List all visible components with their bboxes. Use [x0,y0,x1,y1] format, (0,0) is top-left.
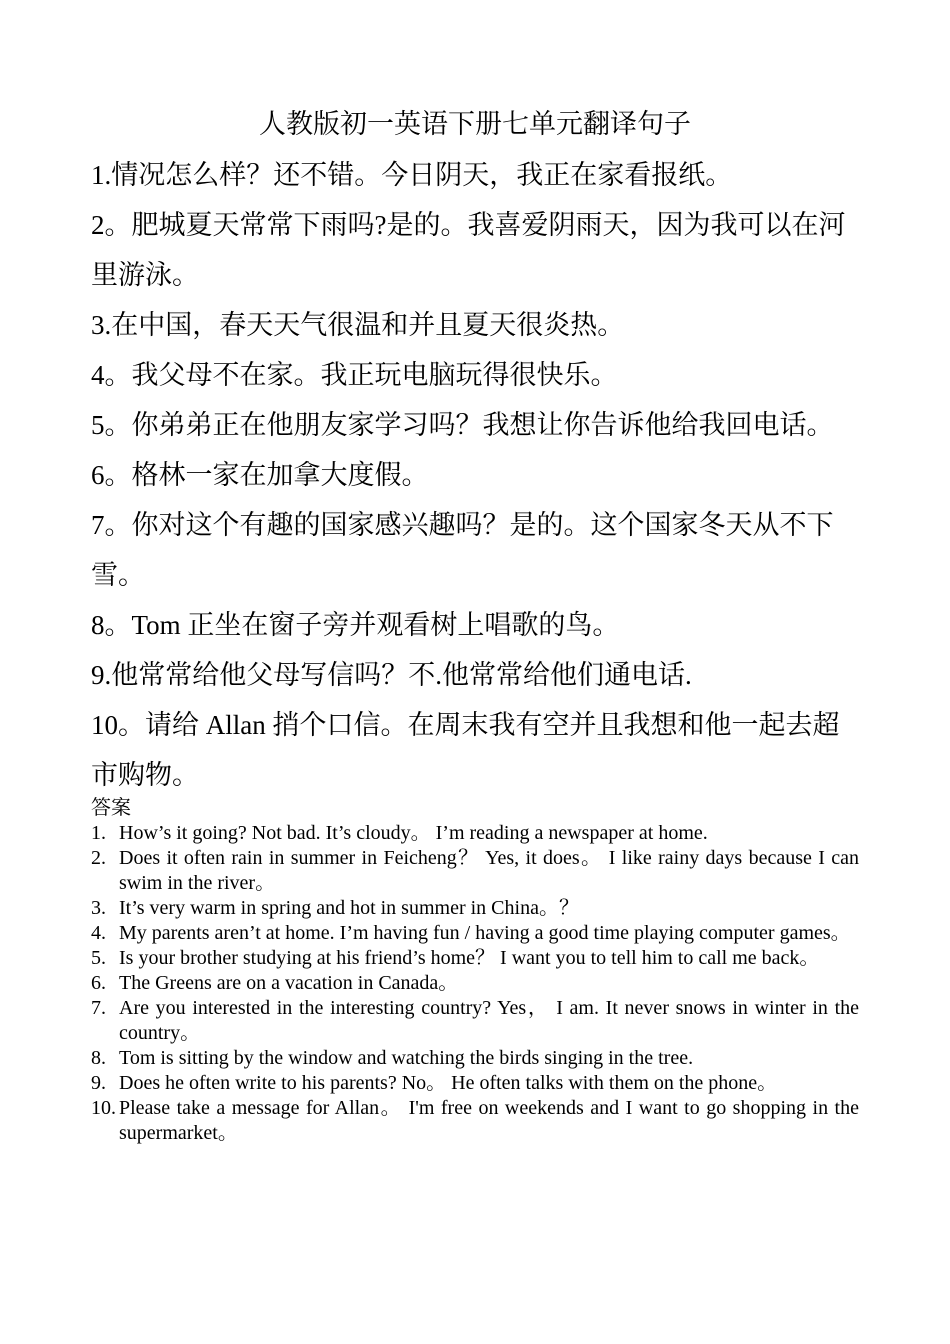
answer-text: Does it often rain in summer in Feicheng？ Yes, it does。 I like rainy days because I can swim in the river。 [119,847,859,894]
answer-text: My parents aren’t at home. I’m having fun / having a good time playing computer games。 [119,922,851,944]
answer-number: 4. [91,922,106,944]
answer-item [91,971,859,996]
question-item: 7。你对这个有趣的国家感兴趣吗？是的。这个国家冬天从不下雪。 [91,510,834,590]
answer-item [91,996,859,1046]
answer-text: It’s very warm in spring and hot in summer in China。？ [119,897,579,919]
question-item: 2。肥城夏天常常下雨吗?是的。我喜爱阴雨天，因为我可以在河里游泳。 [91,210,846,290]
answer-text: Does he often write to his parents? No。 He often talks with them on the phone。 [119,1072,778,1094]
answer-number: 10. [91,1097,116,1119]
answer-number: 2. [91,847,106,869]
answer-item [91,946,859,971]
answer-item [91,846,859,896]
answers-heading: 答案 [91,797,131,819]
answer-text: Are you interested in the interesting country? Yes， I am. It never snows in winter in the country。 [119,997,859,1044]
answer-text: The Greens are on a vacation in Canada。 [119,972,459,994]
question-item: 5。你弟弟正在他朋友家学习吗？我想让你告诉他给我回电话。 [91,410,834,440]
answer-text: Is your brother studying at his friend’s home？ I want you to tell him to call me back。 [119,947,820,969]
answer-number: 1. [91,822,106,844]
answer-text: How’s it going? Not bad. It’s cloudy。 I’m reading a newspaper at home. [119,822,708,844]
answer-list [91,821,859,1146]
question-item: 8。Tom 正坐在窗子旁并观看树上唱歌的鸟。 [91,610,620,640]
answer-number: 7. [91,997,106,1019]
answer-number: 5. [91,947,106,969]
question-item: 3.在中国，春天天气很温和并且夏天很炎热。 [91,310,625,340]
question-item: 10。请给 Allan 捎个口信。在周末我有空并且我想和他一起去超市购物。 [91,710,840,790]
answer-item [91,1096,859,1146]
answer-text: Tom is sitting by the window and watching the birds singing in the tree. [119,1047,694,1069]
answer-item [91,896,859,921]
answer-number: 3. [91,897,106,919]
question-item: 1.情况怎么样？还不错。今日阴天，我正在家看报纸。 [91,160,733,190]
question-item: 4。我父母不在家。我正玩电脑玩得很快乐。 [91,360,618,390]
answer-text: Please take a message for Allan。 I'm free on weekends and I want to go shopping in the supermarket。 [119,1097,859,1144]
answer-item [91,921,859,946]
answer-item [91,1046,859,1071]
answer-number: 8. [91,1047,106,1069]
answer-number: 6. [91,972,106,994]
answer-number: 9. [91,1072,106,1094]
answer-item [91,821,859,846]
question-item: 6。格林一家在加拿大度假。 [91,460,429,490]
question-item: 9.他常常给他父母写信吗？不.他常常给他们通电话. [91,660,692,690]
translation-questions [91,150,866,800]
answer-item [91,1071,859,1096]
document-title: 人教版初一英语下册七单元翻译句子 [259,109,691,139]
